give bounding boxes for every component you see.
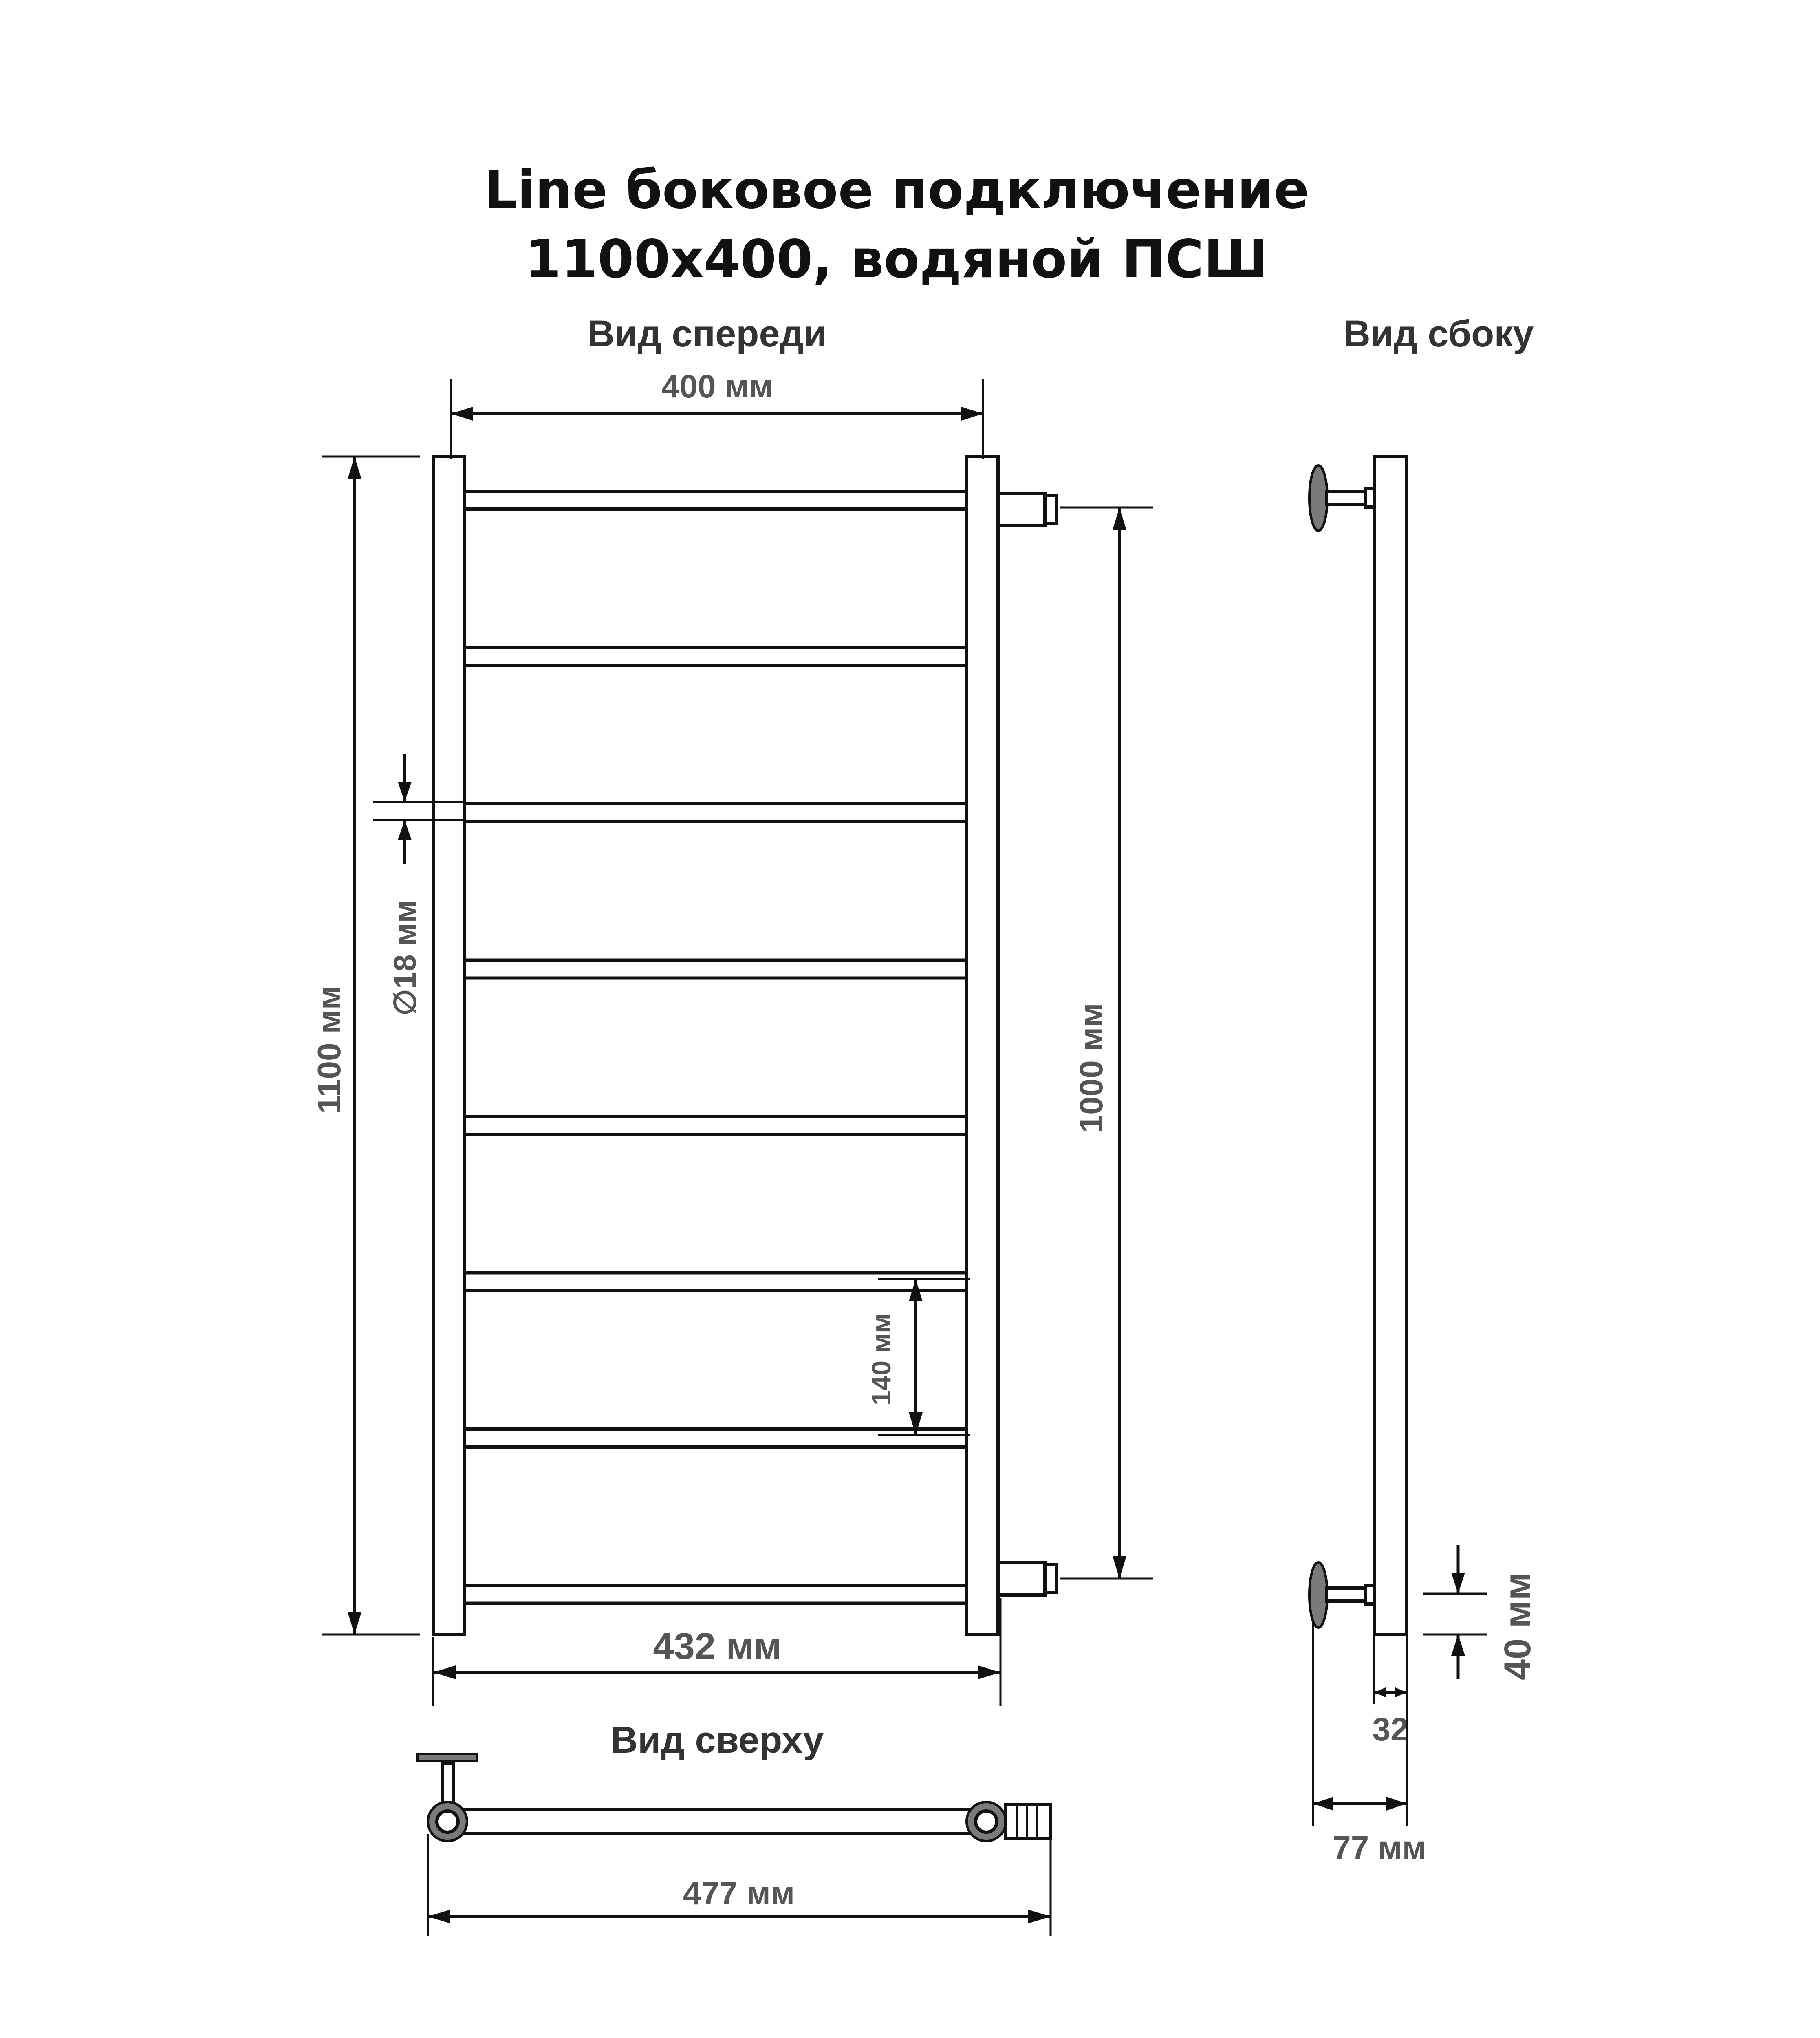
right-valve-inner xyxy=(976,1811,997,1832)
bottom-connection xyxy=(998,1562,1056,1595)
dimension-77 xyxy=(1313,1622,1426,1866)
dimension-140-label: 140 мм xyxy=(866,1313,896,1406)
top-view xyxy=(418,1754,1051,1841)
dimension-400-label: 400 мм xyxy=(661,368,773,404)
side-view-heading: Вид сбоку xyxy=(1343,313,1534,355)
dimension-432-label: 432 мм xyxy=(653,1626,782,1667)
right-upright xyxy=(967,457,998,1634)
dimension-32 xyxy=(1373,1634,1409,1747)
dimension-77-label: 77 мм xyxy=(1333,1829,1426,1866)
front-view-heading: Вид спереди xyxy=(587,313,827,355)
dimension-477 xyxy=(428,1834,1051,1936)
wall-bracket-plate xyxy=(418,1754,477,1761)
side-view xyxy=(1309,457,1407,1634)
top-bar xyxy=(446,1810,988,1833)
dimension-477-label: 477 мм xyxy=(683,1875,795,1911)
rung-3 xyxy=(465,804,967,822)
rung-4 xyxy=(465,960,967,978)
front-view xyxy=(433,457,1056,1634)
dimension-40 xyxy=(1423,1545,1538,1680)
rung-2 xyxy=(465,648,967,666)
dimension-140 xyxy=(866,1279,970,1435)
dimension-432 xyxy=(433,1598,1000,1706)
top-view-heading: Вид сверху xyxy=(610,1719,824,1761)
dimension-18-label: ∅18 мм xyxy=(388,900,423,1016)
left-upright xyxy=(433,457,465,1634)
dimension-32-label: 32 xyxy=(1372,1711,1409,1747)
rung-6 xyxy=(465,1273,967,1291)
rung-1 xyxy=(465,491,967,509)
dimension-1000 xyxy=(1060,507,1153,1579)
dimension-1100 xyxy=(311,457,420,1634)
rung-5 xyxy=(465,1116,967,1134)
rung-7 xyxy=(465,1429,967,1447)
rungs xyxy=(465,491,967,1603)
side-profile xyxy=(1374,457,1407,1634)
title-line-2: 1100x400, водяной ПСШ xyxy=(525,229,1268,290)
dimension-40-label: 40 мм xyxy=(1497,1572,1538,1681)
end-cap xyxy=(1006,1805,1051,1838)
top-connection xyxy=(998,493,1056,526)
dimension-400 xyxy=(451,368,983,459)
side-top-bracket xyxy=(1309,465,1374,531)
dimension-1100-label: 1100 мм xyxy=(311,985,347,1114)
dimension-1000-label: 1000 мм xyxy=(1073,1003,1109,1133)
rung-8 xyxy=(465,1586,967,1603)
title-line-1: Line боковое подключение xyxy=(484,160,1309,221)
side-bottom-bracket xyxy=(1309,1562,1374,1628)
left-valve-inner xyxy=(437,1811,458,1832)
